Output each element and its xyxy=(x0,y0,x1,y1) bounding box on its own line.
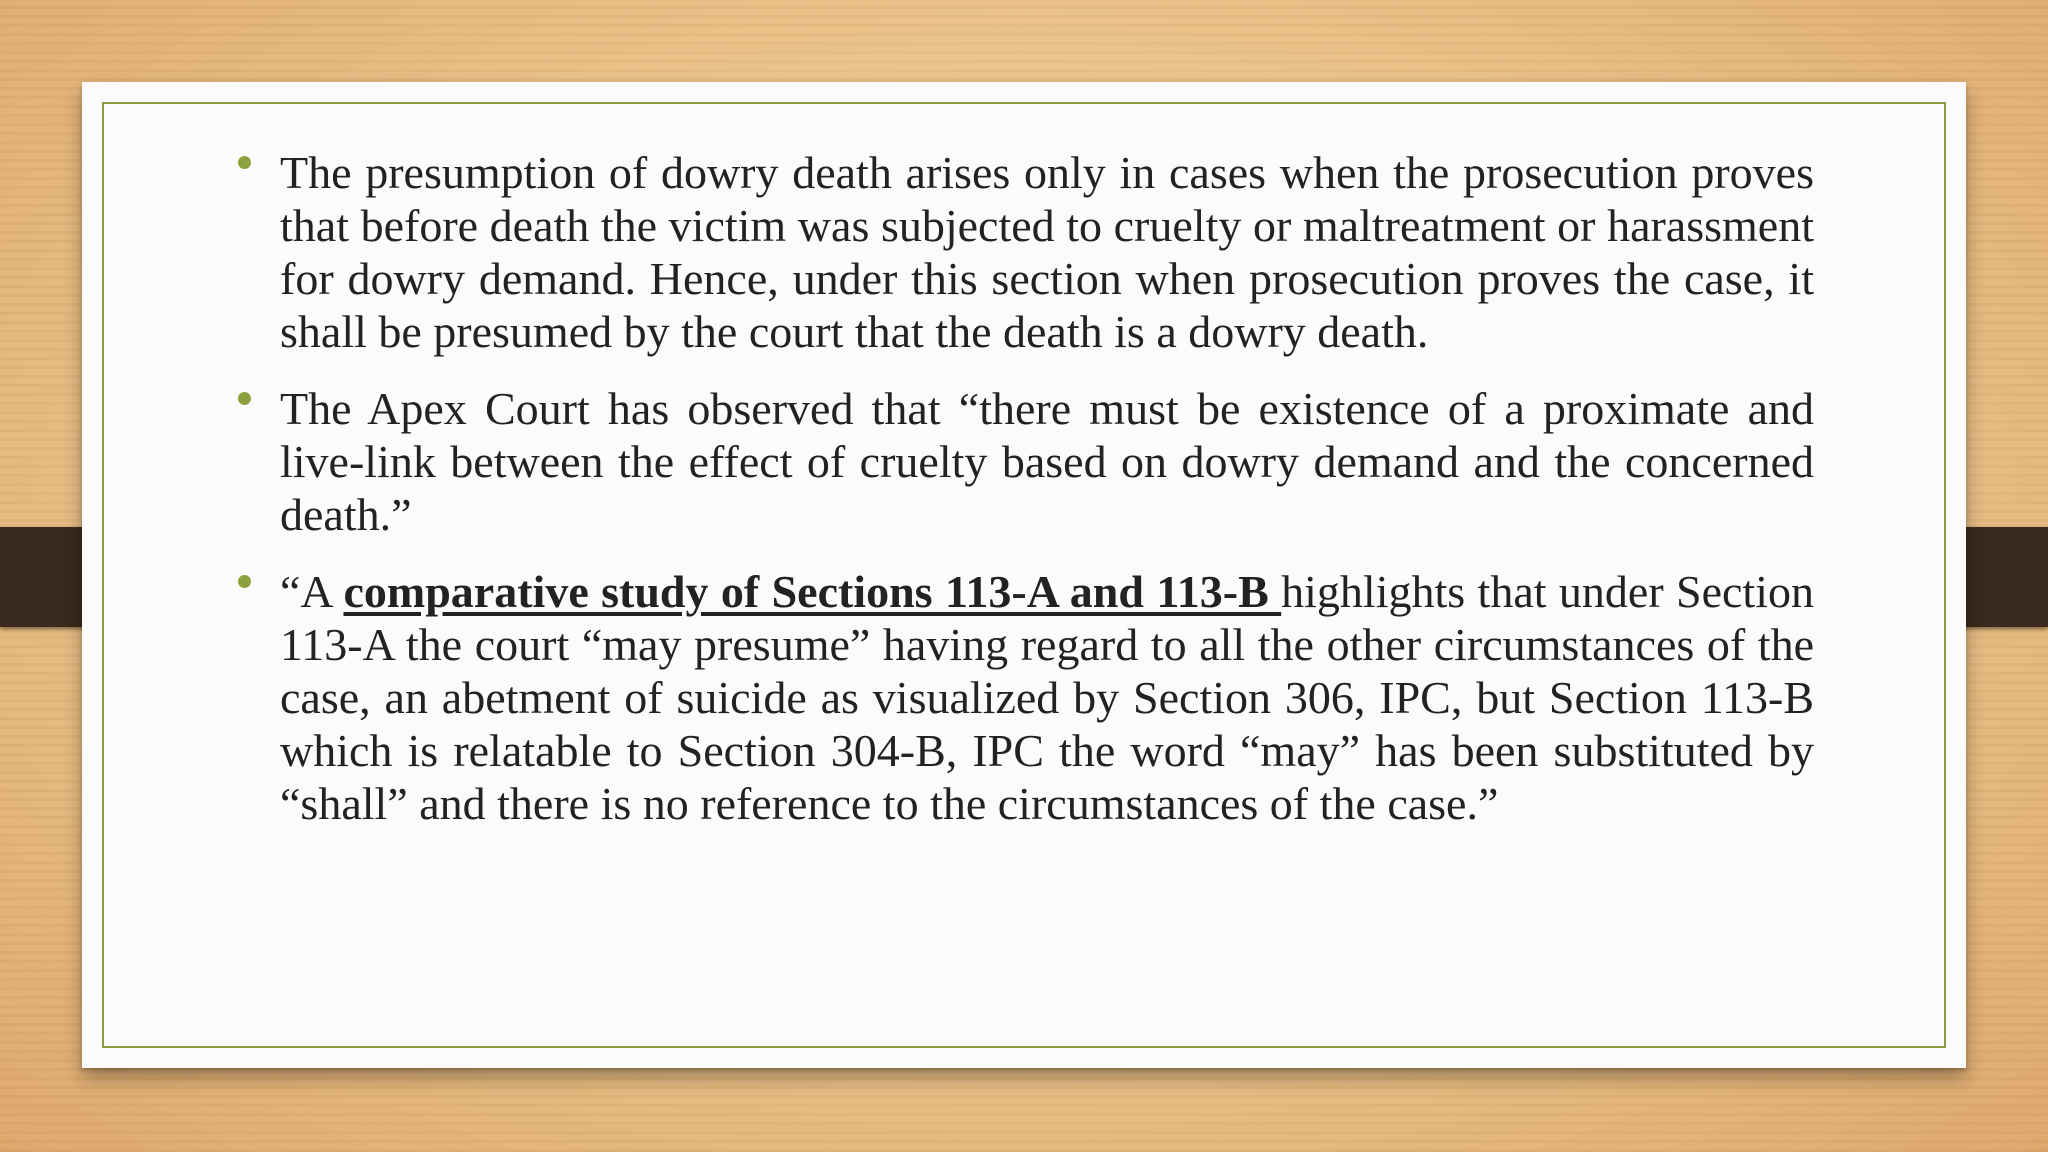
bullet-item-2 xyxy=(280,382,1814,541)
bullet-item-3 xyxy=(280,565,1814,830)
bullet-text-3 xyxy=(280,565,1814,830)
bullet-item-1 xyxy=(280,146,1814,358)
bullet-dot-icon xyxy=(238,575,251,588)
bullet-text-2: The Apex Court has observed that “there must be existence of a proximate and live-link between the effect of cruelty based on dowry demand and the concerned death.” xyxy=(280,383,1814,540)
bullet-text-3-emphasis: comparative study of Sections 113-A and 113-B xyxy=(343,566,1282,617)
bullet-dot-icon xyxy=(238,156,251,169)
bullet-text-3-rest: highlights that under Section 113-A the court “may presume” having regard to all the other circumstances of the case, an abetment of suicide as visualized by Section 306, IPC, but Section 113-B which is relatable to Section 304-B, IPC the word “may” has been substituted by “shall” and there is no reference to the circumstances of the case.” xyxy=(280,566,1814,829)
slide-card xyxy=(82,82,1966,1068)
bullet-dot-icon xyxy=(238,392,251,405)
bullet-text-1: The presumption of dowry death arises only in cases when the prosecution proves that before death the victim was subjected to cruelty or maltreatment or harassment for dowry demand. Hence, under this section when prosecution proves the case, it shall be presumed by the court that the death is a dowry death. xyxy=(280,147,1814,357)
bullet-text-3-lead: “A xyxy=(280,566,344,617)
bullet-list xyxy=(280,146,1814,854)
